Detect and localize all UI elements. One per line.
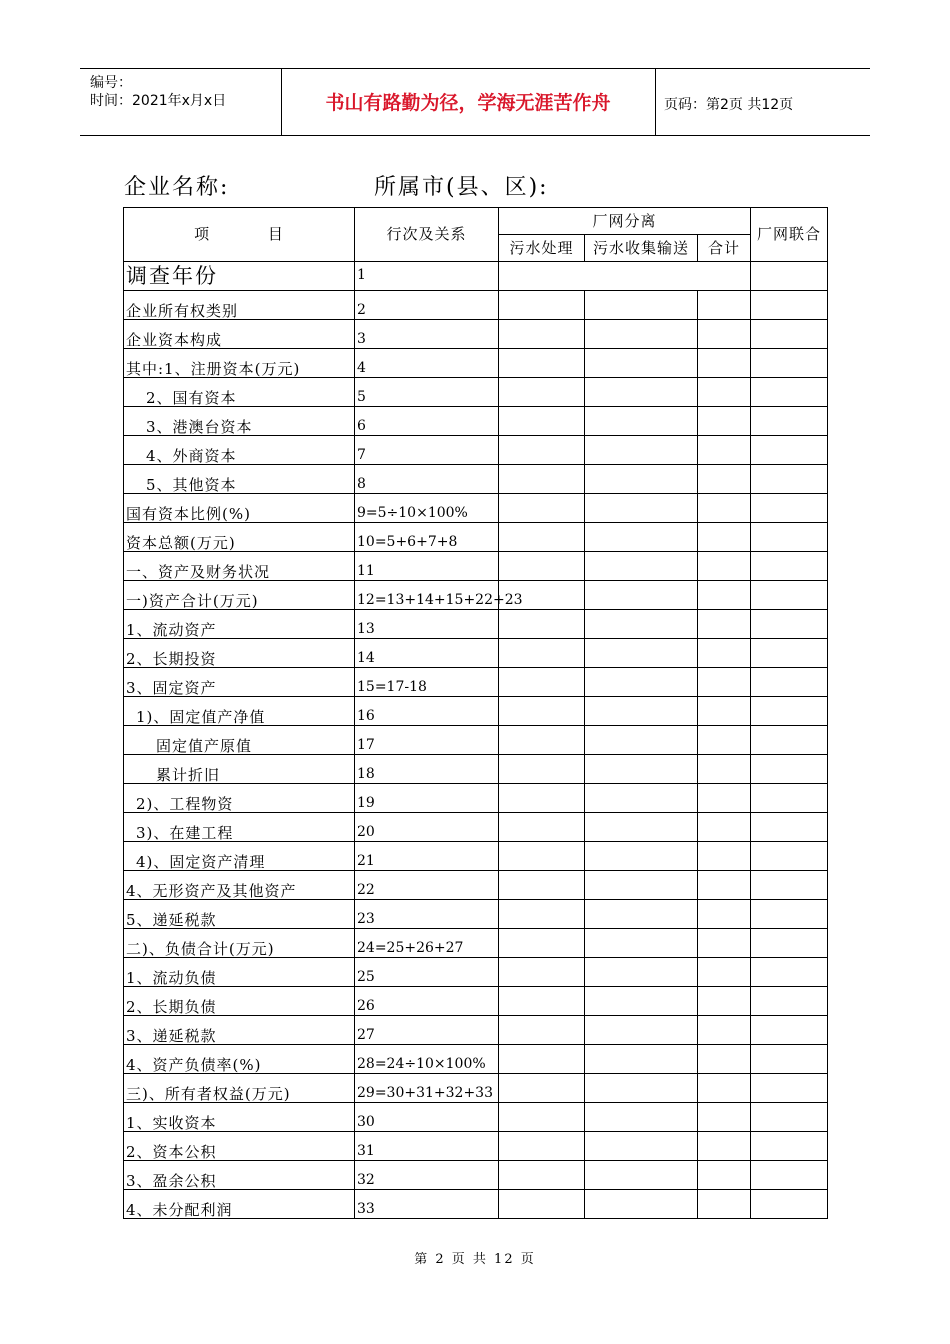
subtotal-cell[interactable] [698,697,751,726]
table-row [124,987,828,1016]
sewage-collection-cell[interactable] [585,291,698,320]
sewage-collection-cell[interactable] [585,987,698,1016]
sewage-treatment-cell[interactable] [499,784,585,813]
header-relation: 行次及关系 [355,208,499,262]
subtotal-cell[interactable] [698,523,751,552]
joint-cell[interactable] [751,1103,828,1132]
joint-cell[interactable] [751,726,828,755]
sewage-collection-cell[interactable] [585,378,698,407]
subtotal-cell[interactable] [698,320,751,349]
sewage-treatment-cell[interactable] [499,1045,585,1074]
joint-cell[interactable] [751,320,828,349]
joint-cell[interactable] [751,523,828,552]
subtotal-cell[interactable] [698,581,751,610]
sewage-collection-cell[interactable] [585,784,698,813]
sewage-treatment-cell[interactable] [499,1103,585,1132]
table-row [124,1190,828,1219]
subtotal-cell[interactable] [698,987,751,1016]
row-relation: 15=17-18 [355,668,499,697]
joint-cell[interactable] [751,668,828,697]
joint-cell[interactable] [751,581,828,610]
subtotal-cell[interactable] [698,494,751,523]
joint-cell[interactable] [751,1161,828,1190]
row-relation: 11 [355,552,499,581]
subtotal-cell[interactable] [698,1045,751,1074]
sewage-treatment-cell[interactable] [499,465,585,494]
row-relation: 24=25+26+27 [355,929,499,958]
row-relation: 6 [355,407,499,436]
subtotal-cell[interactable] [698,1016,751,1045]
row-label: 4)、固定资产清理 [124,842,355,871]
row-relation: 23 [355,900,499,929]
sewage-treatment-cell[interactable] [499,726,585,755]
table-row [124,407,828,436]
table-row [124,784,828,813]
sewage-treatment-cell[interactable] [499,958,585,987]
table-row [124,552,828,581]
table-row [124,349,828,378]
row-label: 累计折旧 [124,755,355,784]
row-label: 二)、负债合计(万元) [124,929,355,958]
sewage-collection-cell[interactable] [585,552,698,581]
row-relation: 19 [355,784,499,813]
table-row [124,871,828,900]
row-relation: 26 [355,987,499,1016]
sewage-collection-cell[interactable] [585,1132,698,1161]
row-relation: 5 [355,378,499,407]
row-label: 资本总额(万元) [124,523,355,552]
sewage-collection-cell[interactable] [585,1074,698,1103]
region-label: 所属市(县、区): [374,175,549,200]
joint-cell[interactable] [751,987,828,1016]
header-split-group: 厂网分离 [499,208,751,235]
sewage-collection-cell[interactable] [585,639,698,668]
row-relation: 30 [355,1103,499,1132]
subtotal-cell[interactable] [698,378,751,407]
sewage-collection-cell[interactable] [585,958,698,987]
sewage-treatment-cell[interactable] [499,523,585,552]
table-row [124,291,828,320]
row-label: 1、流动资产 [124,610,355,639]
sewage-treatment-cell[interactable] [499,842,585,871]
sewage-collection-cell[interactable] [585,1016,698,1045]
joint-cell[interactable] [751,552,828,581]
time-label: 时间：2021年x月x日 [90,93,227,109]
joint-cell[interactable] [751,1074,828,1103]
row-label: 固定值产原值 [124,726,355,755]
row-relation: 32 [355,1161,499,1190]
row-relation: 33 [355,1190,499,1219]
sewage-collection-cell[interactable] [585,697,698,726]
joint-cell[interactable] [751,436,828,465]
table-row [124,842,828,871]
sewage-treatment-cell[interactable] [499,871,585,900]
sewage-treatment-cell[interactable] [499,697,585,726]
header-bottom-rule [80,135,870,136]
subtotal-cell[interactable] [698,726,751,755]
year-label: 调查年份 [124,262,355,291]
joint-cell[interactable] [751,813,828,842]
joint-cell[interactable] [751,494,828,523]
table-row [124,436,828,465]
row-relation: 9=5÷10×100% [355,494,499,523]
sewage-treatment-cell[interactable] [499,1190,585,1219]
sewage-treatment-cell[interactable] [499,291,585,320]
row-label: 3、港澳台资本 [124,407,355,436]
joint-cell[interactable] [751,900,828,929]
sewage-collection-cell[interactable] [585,900,698,929]
subtotal-cell[interactable] [698,291,751,320]
sewage-treatment-cell[interactable] [499,668,585,697]
subtotal-cell[interactable] [698,958,751,987]
row-label: 2、长期投资 [124,639,355,668]
sewage-collection-cell[interactable] [585,1103,698,1132]
subtotal-cell[interactable] [698,1103,751,1132]
table-row [124,668,828,697]
joint-cell[interactable] [751,639,828,668]
sewage-treatment-cell[interactable] [499,552,585,581]
subtotal-cell[interactable] [698,668,751,697]
row-relation: 28=24÷10×100% [355,1045,499,1074]
row-label: 其中:1、注册资本(万元) [124,349,355,378]
row-relation: 31 [355,1132,499,1161]
row-relation: 3 [355,320,499,349]
row-label: 4、未分配利润 [124,1190,355,1219]
joint-cell[interactable] [751,784,828,813]
table-row-year [124,262,828,291]
header-divider [655,68,656,136]
sewage-treatment-cell[interactable] [499,755,585,784]
sewage-treatment-cell[interactable] [499,378,585,407]
subtotal-cell[interactable] [698,465,751,494]
joint-cell[interactable] [751,1016,828,1045]
sewage-collection-cell[interactable] [585,610,698,639]
row-label: 企业资本构成 [124,320,355,349]
joint-cell[interactable] [751,291,828,320]
subtotal-cell[interactable] [698,1190,751,1219]
subtotal-cell[interactable] [698,349,751,378]
table-row [124,697,828,726]
row-label: 2、国有资本 [124,378,355,407]
subtotal-cell[interactable] [698,552,751,581]
subtotal-cell[interactable] [698,900,751,929]
joint-cell[interactable] [751,871,828,900]
row-label: 3)、在建工程 [124,813,355,842]
subtotal-cell[interactable] [698,784,751,813]
sewage-collection-cell[interactable] [585,1190,698,1219]
subtotal-cell[interactable] [698,639,751,668]
sewage-treatment-cell[interactable] [499,320,585,349]
header-item: 项 目 [124,208,355,262]
table-row [124,494,828,523]
table-row [124,755,828,784]
sewage-collection-cell[interactable] [585,436,698,465]
row-relation: 7 [355,436,499,465]
joint-cell[interactable] [751,1045,828,1074]
header-joint: 厂网联合 [751,208,828,262]
row-label: 4、无形资产及其他资产 [124,871,355,900]
row-relation: 18 [355,755,499,784]
table-row [124,1103,828,1132]
joint-cell[interactable] [751,349,828,378]
row-relation: 10=5+6+7+8 [355,523,499,552]
joint-cell[interactable] [751,697,828,726]
row-relation: 25 [355,958,499,987]
subtotal-cell[interactable] [698,813,751,842]
sewage-treatment-cell[interactable] [499,1161,585,1190]
row-label: 3、递延税款 [124,1016,355,1045]
sewage-collection-cell[interactable] [585,465,698,494]
joint-cell[interactable] [751,407,828,436]
sewage-treatment-cell[interactable] [499,407,585,436]
joint-cell[interactable] [751,755,828,784]
table-row [124,813,828,842]
table-row [124,1161,828,1190]
sewage-treatment-cell[interactable] [499,929,585,958]
subtotal-cell[interactable] [698,1161,751,1190]
subtotal-cell[interactable] [698,755,751,784]
table-row [124,465,828,494]
sewage-treatment-cell[interactable] [499,1074,585,1103]
sewage-treatment-cell[interactable] [499,813,585,842]
row-relation: 29=30+31+32+33 [355,1074,499,1103]
sewage-collection-cell[interactable] [585,494,698,523]
row-label: 4、外商资本 [124,436,355,465]
sewage-collection-cell[interactable] [585,349,698,378]
year-joint-cell[interactable] [751,262,828,291]
sewage-treatment-cell[interactable] [499,900,585,929]
subtotal-cell[interactable] [698,436,751,465]
table-row [124,929,828,958]
sewage-collection-cell[interactable] [585,726,698,755]
sewage-collection-cell[interactable] [585,407,698,436]
table-row [124,1045,828,1074]
row-label: 1、流动负债 [124,958,355,987]
row-relation: 27 [355,1016,499,1045]
header-top-rule [80,68,870,69]
year-relation: 1 [355,262,499,291]
sewage-treatment-cell[interactable] [499,639,585,668]
row-label: 企业所有权类别 [124,291,355,320]
row-relation: 14 [355,639,499,668]
header-sewage-treatment: 污水处理 [499,235,585,262]
subtotal-cell[interactable] [698,842,751,871]
footer-page-number: 第 2 页 共 12 页 [414,1252,536,1267]
subtotal-cell[interactable] [698,610,751,639]
sewage-collection-cell[interactable] [585,871,698,900]
table-row [124,639,828,668]
sewage-treatment-cell[interactable] [499,1132,585,1161]
subtotal-cell[interactable] [698,407,751,436]
joint-cell[interactable] [751,929,828,958]
table-row [124,1132,828,1161]
row-label: 三)、所有者权益(万元) [124,1074,355,1103]
row-label: 2)、工程物资 [124,784,355,813]
row-relation: 13 [355,610,499,639]
header-page-label: 页码：第2页 共12页 [664,97,794,113]
row-relation: 21 [355,842,499,871]
table-row [124,1016,828,1045]
sewage-collection-cell[interactable] [585,523,698,552]
joint-cell[interactable] [751,610,828,639]
row-label: 4、资产负债率(%) [124,1045,355,1074]
sewage-collection-cell[interactable] [585,813,698,842]
subtotal-cell[interactable] [698,871,751,900]
row-relation: 12=13+14+15+22+23 [355,581,499,610]
row-relation: 2 [355,291,499,320]
subtotal-cell[interactable] [698,1074,751,1103]
subtotal-cell[interactable] [698,1132,751,1161]
row-label: 5、其他资本 [124,465,355,494]
sewage-treatment-cell[interactable] [499,349,585,378]
sewage-collection-cell[interactable] [585,842,698,871]
table-row [124,581,828,610]
row-label: 5、递延税款 [124,900,355,929]
joint-cell[interactable] [751,1190,828,1219]
row-label: 3、固定资产 [124,668,355,697]
sewage-collection-cell[interactable] [585,755,698,784]
company-name-label: 企业名称: [124,175,230,200]
sewage-collection-cell[interactable] [585,1161,698,1190]
sewage-collection-cell[interactable] [585,929,698,958]
row-label: 2、长期负债 [124,987,355,1016]
header-motto: 书山有路勤为径，学海无涯苦作舟 [325,92,611,114]
subtotal-cell[interactable] [698,929,751,958]
sewage-collection-cell[interactable] [585,668,698,697]
sewage-collection-cell[interactable] [585,320,698,349]
sewage-treatment-cell[interactable] [499,436,585,465]
header-sewage-collection: 污水收集输送 [585,235,698,262]
row-label: 一、资产及财务状况 [124,552,355,581]
row-relation: 17 [355,726,499,755]
sewage-treatment-cell[interactable] [499,610,585,639]
table-row [124,523,828,552]
table-row [124,726,828,755]
sewage-collection-cell[interactable] [585,581,698,610]
joint-cell[interactable] [751,958,828,987]
sewage-collection-cell[interactable] [585,1045,698,1074]
joint-cell[interactable] [751,465,828,494]
row-label: 1、实收资本 [124,1103,355,1132]
table-row [124,1074,828,1103]
sewage-treatment-cell[interactable] [499,494,585,523]
row-label: 1)、固定值产净值 [124,697,355,726]
sewage-treatment-cell[interactable] [499,1016,585,1045]
row-label: 国有资本比例(%) [124,494,355,523]
row-label: 3、盈余公积 [124,1161,355,1190]
joint-cell[interactable] [751,842,828,871]
sewage-treatment-cell[interactable] [499,987,585,1016]
row-label: 2、资本公积 [124,1132,355,1161]
table-row [124,320,828,349]
row-relation: 16 [355,697,499,726]
serial-label: 编号： [90,75,132,91]
row-label: 一)资产合计(万元) [124,581,355,610]
row-relation: 22 [355,871,499,900]
table-row [124,610,828,639]
row-relation: 4 [355,349,499,378]
survey-table [123,207,828,1219]
joint-cell[interactable] [751,1132,828,1161]
row-relation: 8 [355,465,499,494]
header-subtotal: 合计 [698,235,751,262]
table-row [124,900,828,929]
joint-cell[interactable] [751,378,828,407]
row-relation: 20 [355,813,499,842]
table-row [124,378,828,407]
table-row [124,958,828,987]
year-value-cell[interactable] [499,262,751,291]
